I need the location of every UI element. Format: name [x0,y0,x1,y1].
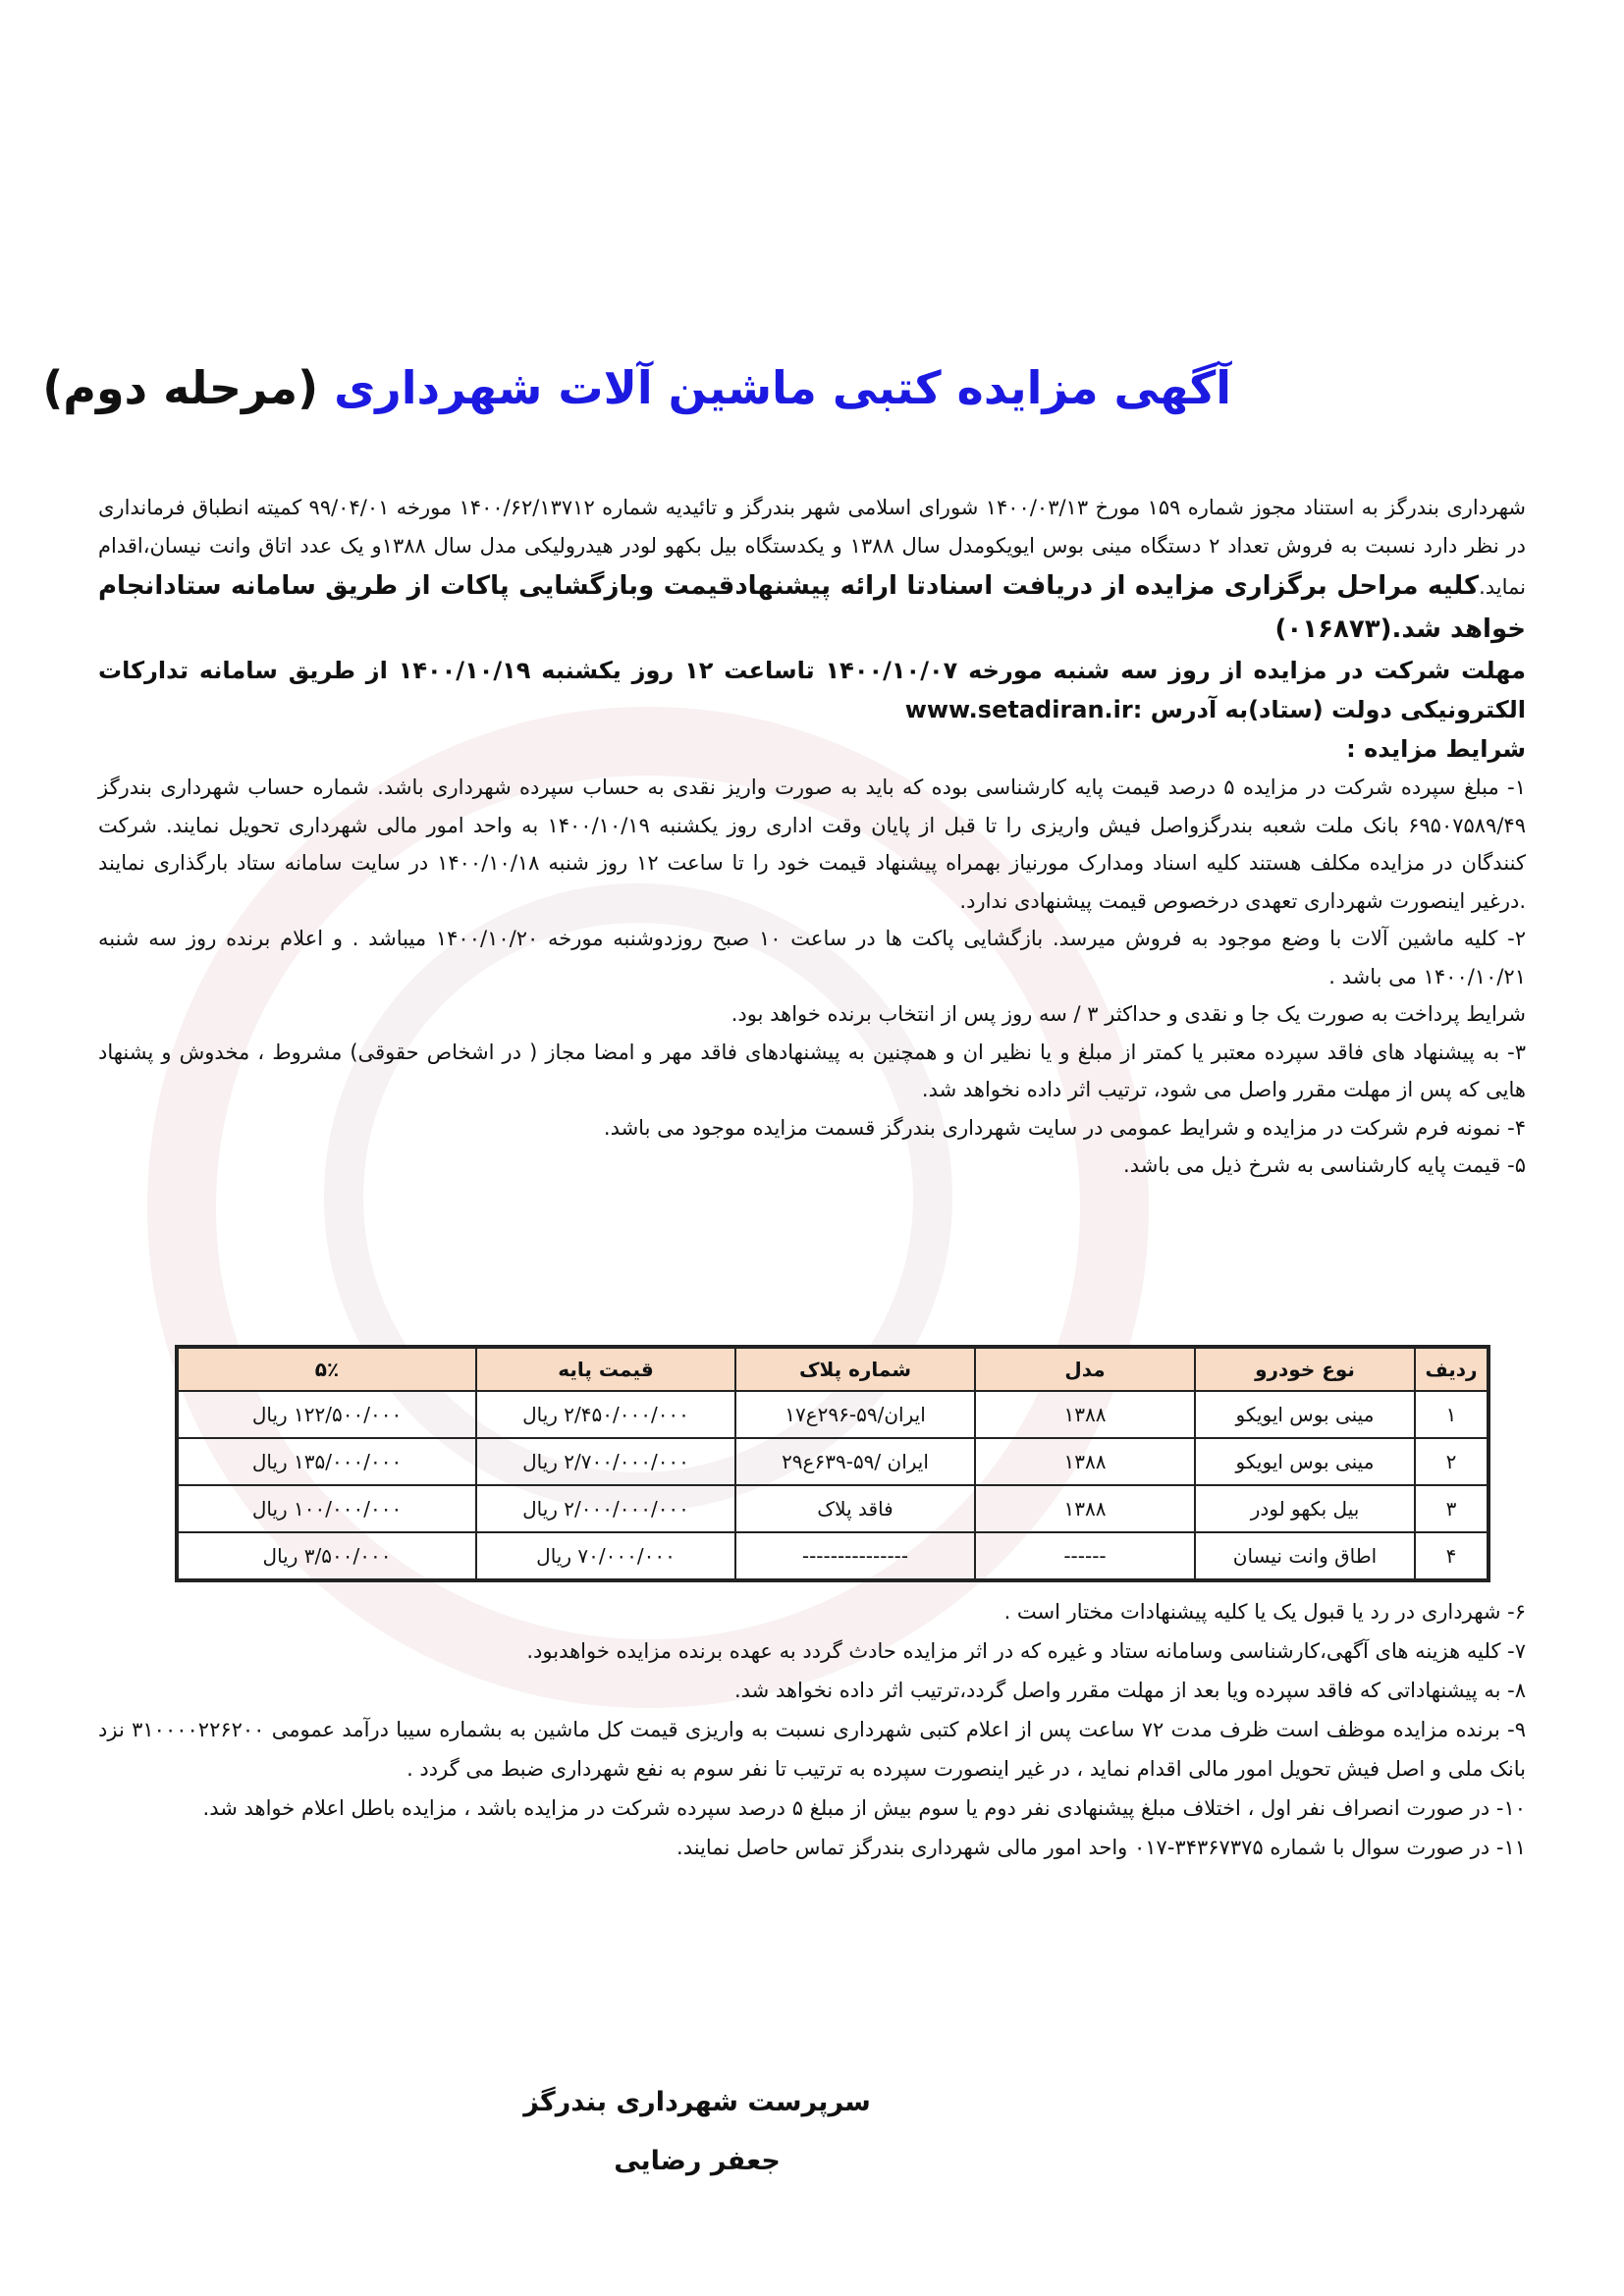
col-header: ۵٪ [177,1347,476,1391]
table-cell: ۱۳۸۸ [975,1485,1195,1532]
condition-item: ۹- برنده مزایده موظف است ظرف مدت ۷۲ ساعت پس از اعلام کتبی شهرداری نسبت به واریزی قیمت کل ماشین به بشماره سیبا درآمد عمومی ۳۱۰۰۰۰۲۲۶۲۰۰ نزد بانک ملی و اصل فیش تحویل امور مالی اقدام نماید ، در غیر اینصورت سپرده به ترتیب تا نفر سوم به نفع شهرداری ضبط می گردد . [98,1718,1526,1781]
table-cell: اطاق وانت نیسان [1195,1532,1415,1580]
signature-block [520,2073,874,2191]
condition-item: ۱۱- در صورت سوال با شماره ۳۴۳۶۷۳۷۵-۰۱۷ واحد امور مالی شهرداری بندرگز تماس حاصل نمایند. [677,1836,1526,1859]
vehicles-table [175,1345,1490,1582]
table-cell: مینی بوس ایویکو [1195,1438,1415,1485]
table-row [177,1532,1489,1580]
table-row [177,1485,1489,1532]
table-cell: ۱۲۲/۵۰۰/۰۰۰ ریال [177,1391,476,1438]
intro-text: شهرداری بندرگز به استناد مجوز شماره ۱۵۹ مورخ ۱۴۰۰/۰۳/۱۳ شورای اسلامی شهر بندرگز و تائیدیه شماره ۱۴۰۰/۶۲/۱۳۷۱۲ مورخه ۹۹/۰۴/۰۱ کمیته انطباق فرمانداری در نظر دارد نسبت به فروش تعداد ۲ دستگاه مینی بوس ایویکومدل سال ۱۳۸۸ و یکدستگاه بیل بکهو لودر هیدرولیکی مدل سال ۱۳۸۸و یک عدد اتاق وانت نیسان،اقدام نماید. [98,496,1526,599]
table-row [177,1391,1489,1438]
condition-item: ۲- کلیه ماشین آلات با وضع موجود به فروش میرسد. بازگشایی پاکت ها در ساعت ۱۰ صبح روزدوشنبه مورخه ۱۴۰۰/۱۰/۲۰ میباشد . و اعلام برنده روز سه شنبه ۱۴۰۰/۱۰/۲۱ می باشد . [98,927,1526,988]
intro-section [98,489,1526,1185]
condition-item: ۱- مبلغ سپرده شرکت در مزایده ۵ درصد قیمت پایه کارشناسی بوده که باید به صورت واریز نقدی به حساب سپرده شهرداری باشد. شماره حساب شهرداری بندرگز ۶۹۵۰۷۵۸۹/۴۹ بانک ملت شعبه بندرگزواصل فیش واریزی را تا قبل از پایان وقت اداری روز یکشنبه ۱۴۰۰/۱۰/۱۹ به واحد امور مالی شهرداری تحویل نمایند. شرکت کنندگان در مزایده مکلف هستند کلیه اسناد ومدارک مورنیاز بهمراه پیشنهاد قیمت خود را تا ساعت ۱۲ روز شنبه ۱۴۰۰/۱۰/۱۸ در سایت سامانه ستاد بارگذاری نمایند .درغیر اینصورت شهرداری تعهدی درخصوص قیمت پیشنهادی ندارد. [98,775,1526,913]
table-cell: ایران /۵۹-۶۳۹ع۲۹ [735,1438,975,1485]
table-cell: ۲/۴۵۰/۰۰۰/۰۰۰ ریال [476,1391,735,1438]
deadline-paragraph: مهلت شرکت در مزایده از روز سه شنبه مورخه ۱۴۰۰/۱۰/۰۷ تاساعت ۱۲ روز یکشنبه ۱۴۰۰/۱۰/۱۹ از طریق سامانه تدارکات الکترونیکی دولت (ستاد)به آدرس :www.setadiran.ir [98,657,1527,723]
col-header: نوع خودرو [1195,1347,1415,1391]
table-cell: مینی بوس ایویکو [1195,1391,1415,1438]
col-header: ردیف [1415,1347,1489,1391]
title-main: آگهی مزایده کتبی ماشین آلات شهرداری [334,361,1231,414]
condition-item: ۳- به پیشنهاد های فاقد سپرده معتبر یا کمتر از مبلغ و یا نظیر ان و همچنین به پیشنهادهای فاقد مهر و امضا مجاز ( در اشخاص حقوقی) مشروط ، مخدوش و پشنهاد هایی که پس از مهلت مقرر واصل می شود، ترتیب اثر داده نخواهد شد. [98,1040,1526,1101]
conditions-heading: شرایط مزایده : [1346,735,1526,763]
table-cell: ایران/۵۹-۲۹۶ع۱۷ [735,1391,975,1438]
table-header-row [177,1347,1489,1391]
condition-item: ۶- شهرداری در رد یا قبول یک یا کلیه پیشنهادات مختار است . [1003,1600,1526,1624]
table-cell: ۱۳۸۸ [975,1438,1195,1485]
table-cell: ۱۰۰/۰۰۰/۰۰۰ ریال [177,1485,476,1532]
table-cell: ۳ [1415,1485,1489,1532]
col-header: شماره پلاک [735,1347,975,1391]
table-cell: --------------- [735,1532,975,1580]
table-row [177,1438,1489,1485]
col-header: مدل [975,1347,1195,1391]
condition-item: ۴- نمونه فرم شرکت در مزایده و شرایط عمومی در سایت شهرداری بندرگز قسمت مزایده موجود می باشد. [603,1115,1526,1140]
table-cell: ۱ [1415,1391,1489,1438]
table-cell: ۲/۰۰۰/۰۰۰/۰۰۰ ریال [476,1485,735,1532]
table-cell: ۳/۵۰۰/۰۰۰ ریال [177,1532,476,1580]
col-header: قیمت پایه [476,1347,735,1391]
page-title [42,361,1231,414]
table-cell: ۲/۷۰۰/۰۰۰/۰۰۰ ریال [476,1438,735,1485]
more-conditions-section [98,1592,1526,1867]
table-cell: ۲ [1415,1438,1489,1485]
intro-paragraph [98,489,1526,651]
signature-name: جعفر رضایی [614,2146,781,2176]
title-suffix: (مرحله دوم) [42,361,319,414]
table-cell: ۷۰/۰۰۰/۰۰۰ ریال [476,1532,735,1580]
condition-item: ۵- قیمت پایه کارشناسی به شرخ ذیل می باشد. [1123,1153,1526,1177]
condition-item: شرایط پرداخت به صورت یک جا و نقدی و حداکثر ۳ / سه روز پس از انتخاب برنده خواهد بود. [731,1002,1526,1026]
condition-item: ۱۰- در صورت انصراف نفر اول ، اختلاف مبلغ پیشنهادی نفر دوم یا سوم بیش از مبلغ ۵ درصد سپرده شرکت در مزایده باشد ، مزایده باطل اعلام خواهد شد. [202,1796,1526,1820]
condition-item: ۷- کلیه هزینه های آگهی،کارشناسی وسامانه ستاد و غیره که در اثر مزایده حادث گردد به عهده برنده مزایده خواهدبود. [526,1639,1526,1663]
table-cell: ------ [975,1532,1195,1580]
table-cell: فاقد پلاک [735,1485,975,1532]
table-cell: بیل بکهو لودر [1195,1485,1415,1532]
intro-bold-text: کلیه مراحل برگزاری مزایده از دریافت اسنادتا ارائه پیشنهادقیمت وبازگشایی پاکات از طریق سامانه ستادانجام خواهد شد.(۰۱۶۸۷۳) [98,571,1526,644]
table-cell: ۱۳۵/۰۰۰/۰۰۰ ریال [177,1438,476,1485]
table-cell: ۴ [1415,1532,1489,1580]
condition-item: ۸- به پیشنهاداتی که فاقد سپرده ویا بعد از مهلت مقرر واصل گردد،ترتیب اثر داده نخواهد شد. [733,1679,1526,1702]
signature-title: سرپرست شهرداری بندرگز [523,2087,871,2117]
table-cell: ۱۳۸۸ [975,1391,1195,1438]
